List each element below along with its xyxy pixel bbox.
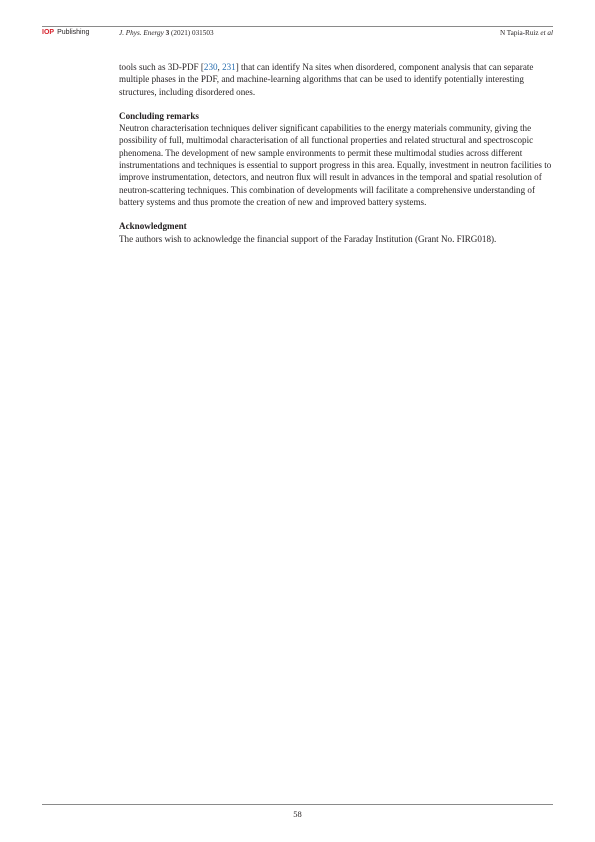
author-name: N Tapia-Ruiz	[499, 29, 539, 37]
para-text: ,	[217, 62, 223, 72]
et-al: et al	[540, 29, 553, 37]
journal-year-article: (2021) 031503	[171, 29, 214, 37]
page-number: 58	[293, 809, 302, 819]
section-heading-concluding: Concluding remarks	[119, 110, 199, 121]
page-header	[42, 26, 553, 38]
header-rule	[42, 26, 553, 27]
publisher-word: Publishing	[57, 29, 90, 36]
page-footer	[42, 804, 553, 819]
footer-rule	[42, 804, 553, 805]
paragraph-continuation	[119, 61, 553, 98]
publisher-logo	[42, 29, 89, 36]
reference-link[interactable]: 231	[222, 62, 236, 72]
journal-volume: 3	[165, 29, 170, 37]
running-authors	[500, 29, 553, 37]
main-content	[119, 61, 553, 245]
paragraph-acknowledgment: The authors wish to acknowledge the financial support of the Faraday Institution (Grant No. FIRG018).	[119, 233, 497, 244]
para-text: ] that can identify Na sites when disordered, component analysis that can separate multiple phases in the PDF, and machine-learning algorithms that can be used to identify potentially interesting structures, including disordered ones.	[119, 62, 534, 97]
journal-citation	[119, 29, 214, 37]
reference-link[interactable]: 230	[203, 62, 218, 72]
paragraph-concluding: Neutron characterisation techniques deliver significant capabilities to the energy materials community, giving the possibility of full, multimodal characterisation of all functional properties and related structural and spectroscopic phenomena. The development of new sample environments to permit these multimodal studies across different instrumentations and techniques is essential to support progress in this area. Equally, investment in neutron facilities to improve instrumentation, detectors, and neutron flux will result in advances in the temporal and spatial resolution of neutron-scattering techniques. This combination of developments will facilitate a comprehensive understanding of battery systems and thus promote the creation of new and improved battery systems.	[119, 123, 552, 207]
para-text: tools such as 3D-PDF [	[119, 62, 204, 72]
publisher-mark: IOP	[42, 29, 55, 36]
journal-title: J. Phys. Energy	[119, 29, 164, 37]
section-heading-acknowledgment: Acknowledgment	[119, 221, 187, 232]
